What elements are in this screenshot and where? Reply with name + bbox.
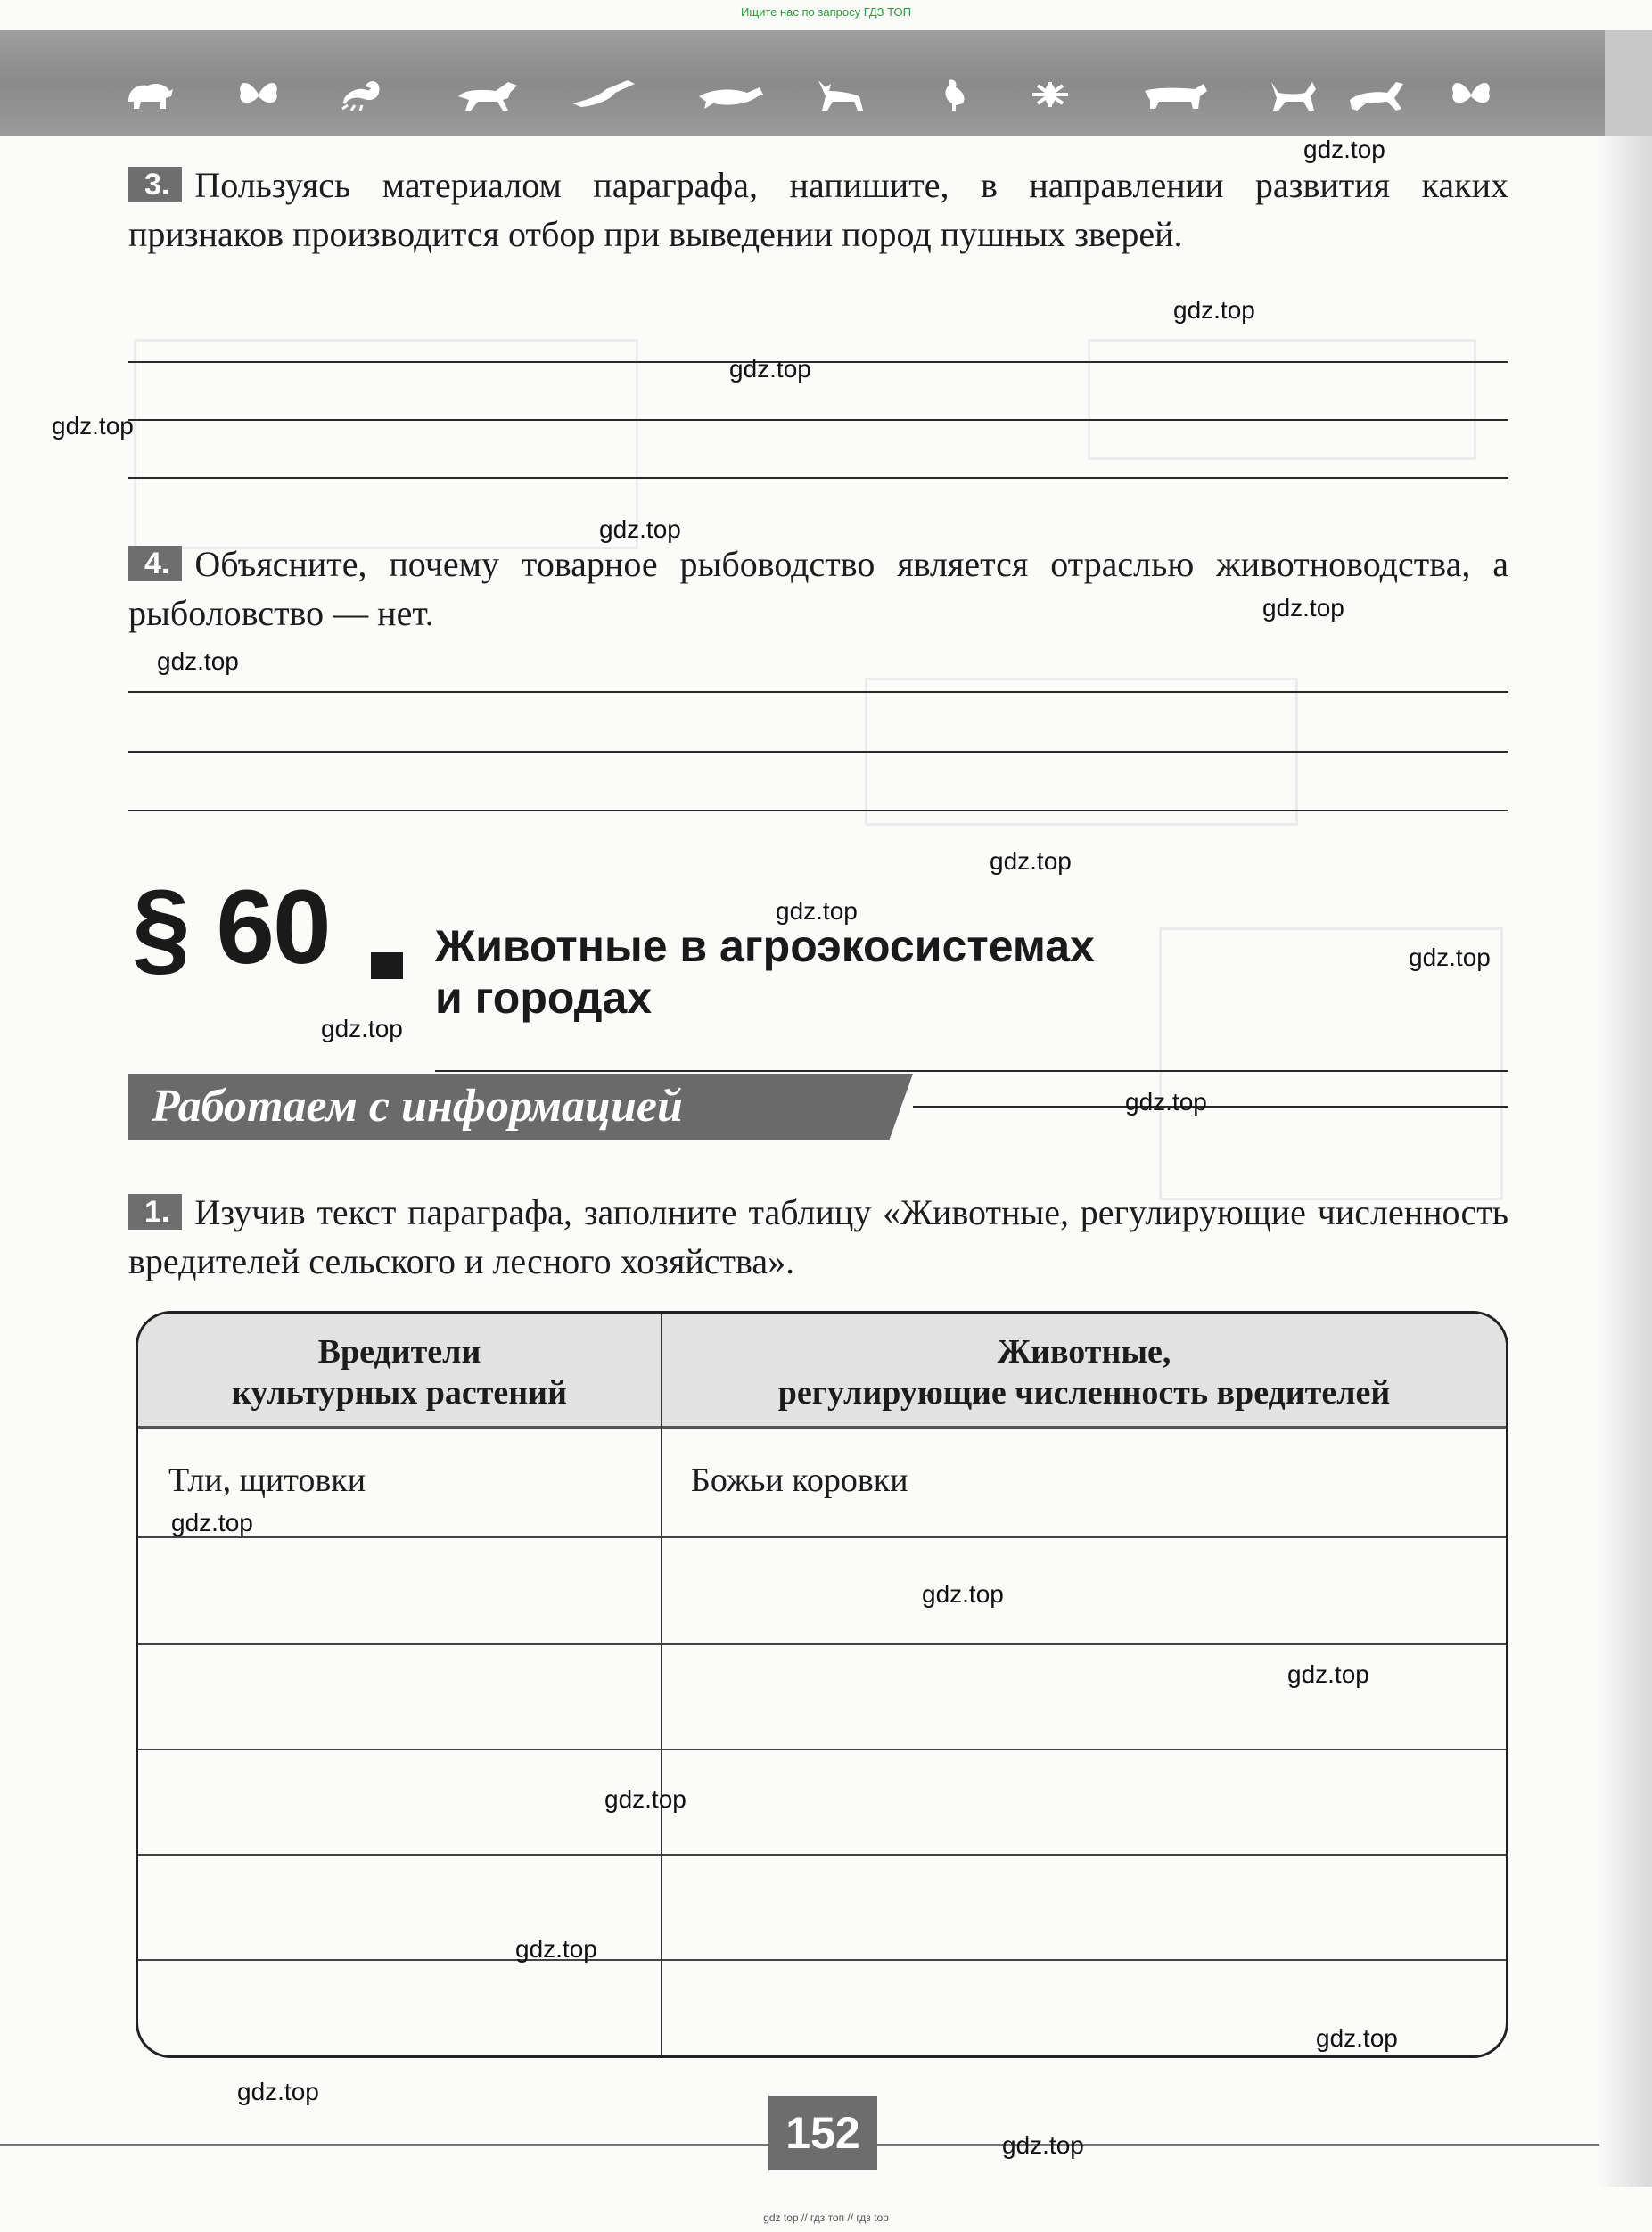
watermark: gdz.top (776, 897, 858, 925)
table-cell: Божьи коровки (691, 1462, 908, 1499)
table-row-divider (138, 1749, 1506, 1750)
answer-line[interactable] (128, 810, 1508, 811)
bird-standing-icon (936, 77, 972, 112)
top-note: Ищите нас по запросу ГДЗ ТОП (741, 5, 911, 19)
column-header (662, 1331, 1506, 1413)
answer-line[interactable] (128, 691, 1508, 693)
ghost-box (1088, 339, 1476, 460)
task-number: 4. (128, 546, 182, 581)
task-3 (128, 161, 1508, 259)
footer-rule (877, 2144, 1599, 2146)
table-row-divider (138, 1536, 1506, 1538)
column-header-line: Животные, (997, 1333, 1171, 1371)
table-row-divider (138, 1854, 1506, 1856)
cow-icon (1141, 77, 1209, 112)
column-header (138, 1331, 661, 1413)
watermark: gdz.top (729, 355, 811, 383)
watermark: gdz.top (157, 647, 239, 675)
task-4 (128, 539, 1508, 638)
watermark: gdz.top (604, 1785, 686, 1813)
task-text: Изучив текст параграфа, заполните таблицу «Животные, регулирующие численность вредителей сельского и лесного хозяйства». (128, 1192, 1508, 1281)
bird-icon (571, 77, 638, 112)
watermark: gdz.top (1287, 1660, 1369, 1688)
bison-icon (125, 77, 175, 112)
task-number: 1. (128, 1194, 182, 1230)
table-row-divider (138, 1643, 1506, 1645)
column-header-line: культурных растений (232, 1374, 567, 1412)
column-header-line: Вредители (317, 1333, 481, 1371)
watermark: gdz.top (1262, 594, 1344, 622)
answer-line[interactable] (128, 361, 1508, 363)
watermark: gdz.top (515, 1935, 597, 1963)
column-header-line: регулирующие численность вредителей (777, 1374, 1391, 1412)
watermark: gdz.top (1409, 943, 1491, 971)
bottom-note: gdz top // гдз топ // гдз top (763, 2211, 889, 2224)
answer-line[interactable] (128, 751, 1508, 753)
page-number: 152 (785, 2108, 860, 2158)
watermark: gdz.top (1173, 296, 1255, 324)
section-rule (435, 1070, 1508, 1072)
watermark: gdz.top (52, 412, 134, 440)
section-title-line: Животные в агроэкосистемах (435, 921, 1095, 971)
work-banner-rule (913, 1106, 1508, 1108)
watermark: gdz.top (990, 847, 1072, 875)
section-title (435, 920, 1095, 1024)
watermark: gdz.top (599, 515, 681, 543)
task-text: Пользуясь материалом параграфа, напишите, в направлении развития каких признаков производится отбор при выведении пород пушных зверей. (128, 165, 1508, 254)
task-text: Объясните, почему товарное рыбоводство является отраслью животноводства, а рыболовство — нет. (128, 544, 1508, 633)
footer-rule (0, 2144, 768, 2146)
task-number: 3. (128, 167, 182, 202)
watermark: gdz.top (237, 2078, 319, 2105)
section-title-line: и городах (435, 973, 653, 1023)
watermark: gdz.top (1303, 136, 1385, 163)
insect-icon (1025, 77, 1075, 112)
task-1 (128, 1188, 1508, 1286)
header-banner-edge (1605, 30, 1652, 136)
table-cell: Тли, щитовки (168, 1462, 366, 1499)
watermark: gdz.top (922, 1580, 1004, 1608)
watermark: gdz.top (1002, 2131, 1084, 2159)
watermark: gdz.top (321, 1015, 403, 1042)
answer-line[interactable] (128, 419, 1508, 421)
work-banner-text: Работаем с информацией (152, 1081, 683, 1132)
ghost-box (134, 339, 638, 549)
watermark: gdz.top (1316, 2024, 1398, 2052)
watermark: gdz.top (171, 1509, 253, 1536)
dolphin-icon (695, 77, 767, 112)
butterfly-icon (234, 77, 284, 112)
gazelle-icon (1346, 77, 1407, 112)
answer-line[interactable] (128, 477, 1508, 479)
dog-icon (1266, 77, 1319, 112)
watermark: gdz.top (1125, 1088, 1207, 1116)
butterfly-icon (1446, 77, 1496, 112)
column-divider (661, 1314, 662, 2055)
page-edge-shadow (1596, 136, 1652, 2187)
elk-icon (811, 77, 872, 112)
horse-icon (455, 77, 522, 112)
table-row-divider (138, 1959, 1506, 1961)
section-number-dot (371, 952, 403, 979)
section-number: § 60 (132, 869, 330, 986)
scorpion-icon (339, 77, 389, 112)
